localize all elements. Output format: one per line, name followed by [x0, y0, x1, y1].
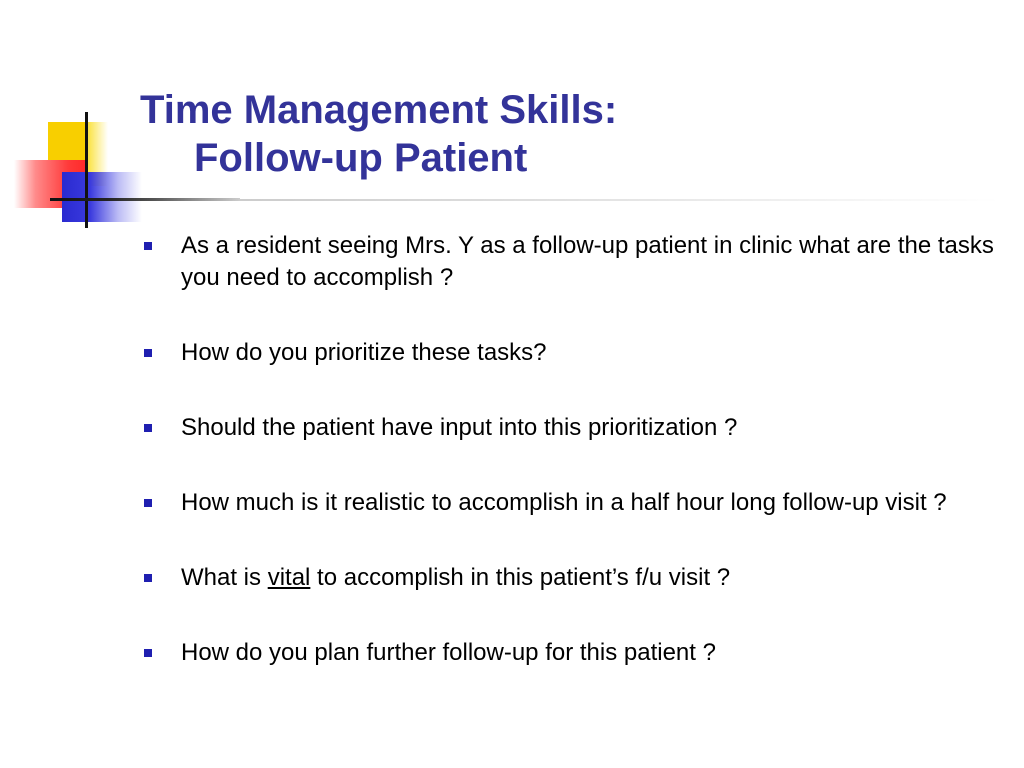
square-bullet-icon: [144, 349, 152, 357]
square-bullet-icon: [144, 242, 152, 250]
decoration-blue-block: [62, 172, 142, 222]
bullet-item: [140, 412, 1000, 444]
bullet-text: How do you plan further follow-up for this patient ?: [181, 639, 716, 666]
bullet-item: [140, 230, 1000, 294]
bullet-text: [181, 564, 730, 591]
square-bullet-icon: [144, 649, 152, 657]
bullet-text-prefix: What is: [181, 564, 268, 591]
bullet-text-suffix: to accomplish in this patient’s f/u visit ?: [310, 564, 731, 591]
bullet-item: [140, 562, 1000, 594]
decoration-vertical-line: [85, 112, 88, 228]
slide-title: [140, 86, 980, 182]
bullet-item: [140, 337, 1000, 369]
decoration-horizontal-line: [50, 198, 240, 201]
square-bullet-icon: [144, 574, 152, 582]
slide-title-line-1: Time Management Skills:: [140, 88, 618, 132]
bullet-text: Should the patient have input into this prioritization ?: [181, 414, 738, 441]
square-bullet-icon: [144, 424, 152, 432]
title-underline-rule: [240, 199, 1000, 201]
square-bullet-icon: [144, 499, 152, 507]
slide-title-line-2: Follow-up Patient: [194, 136, 528, 180]
bullet-list: [140, 230, 1000, 712]
bullet-item: [140, 637, 1000, 669]
bullet-text: As a resident seeing Mrs. Y as a follow-up patient in clinic what are the tasks you need to accomplish ?: [181, 232, 994, 291]
bullet-text: How much is it realistic to accomplish in a half hour long follow-up visit ?: [181, 489, 947, 516]
bullet-item: [140, 487, 1000, 519]
bullet-text-emphasis: vital: [267, 564, 311, 591]
bullet-text: How do you prioritize these tasks?: [181, 339, 547, 366]
